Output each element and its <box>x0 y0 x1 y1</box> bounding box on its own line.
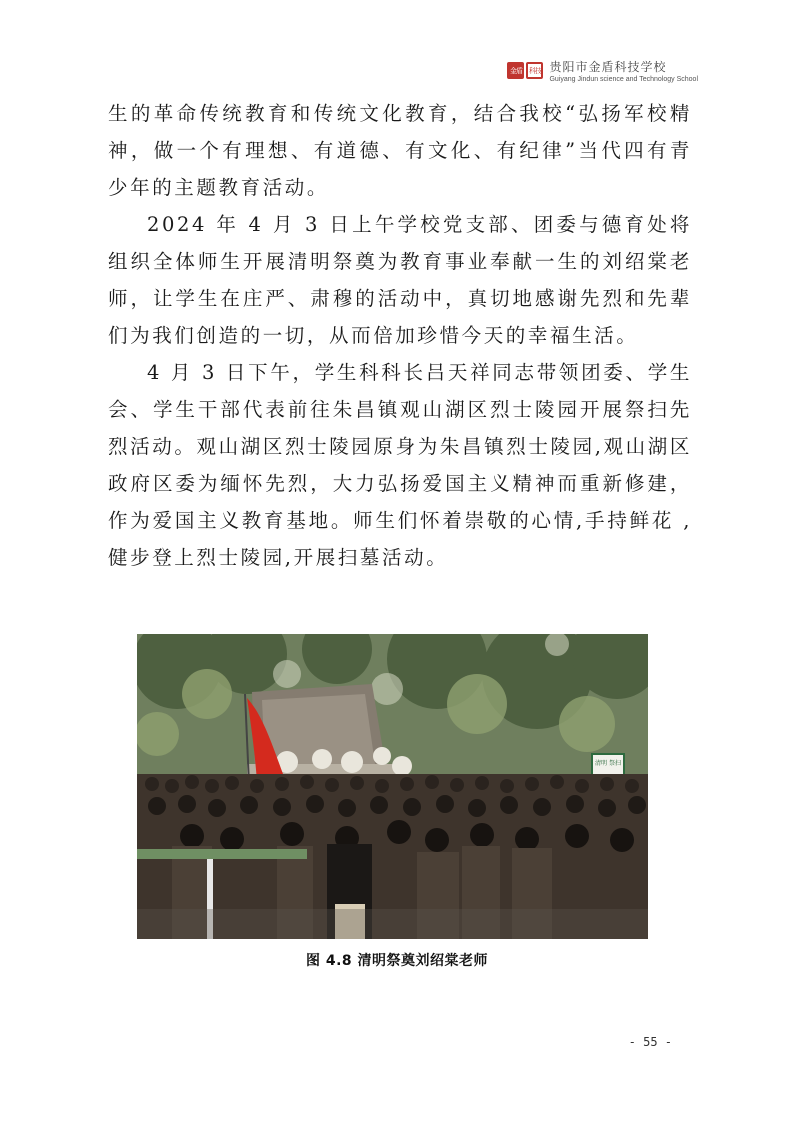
paragraph-3: 4 月 3 日下午，学生科科长吕天祥同志带领团委、学生会、学生干部代表前往朱昌镇观山湖区烈士陵园开展祭扫先烈活动。观山湖区烈士陵园原身为朱昌镇烈士陵园,观山湖区政府区委为缅怀先烈，大力弘扬爱国主义精神而重新修建，作为爱国主义教育基地。师生们怀着崇敬的心情,手持鲜花 ,健步登上烈士陵园,开展扫墓活动。 <box>108 361 692 569</box>
paragraph-2: 2024 年 4 月 3 日上午学校党支部、团委与德育处将组织全体师生开展清明祭奠为教育事业奉献一生的刘绍棠老师，让学生在庄严、肃穆的活动中，真切地感谢先烈和先辈们为我们创造的一切，从而倍加珍惜今天的幸福生活。 <box>108 213 692 347</box>
school-name-block <box>549 58 698 83</box>
ceremony-photo <box>137 634 648 939</box>
school-logo <box>507 62 543 79</box>
school-name-en: Guiyang Jindun science and Technology School <box>549 76 698 83</box>
logo-seal-right: 科技 <box>526 62 543 79</box>
page-header <box>507 58 698 83</box>
school-name-cn: 贵阳市金盾科技学校 <box>549 60 667 74</box>
paragraph-1: 生的革命传统教育和传统文化教育，结合我校“弘扬军校精神，做一个有理想、有道德、有文化、有纪律”当代四有青少年的主题教育活动。 <box>108 102 692 199</box>
figure-caption: 图 4.8 清明祭奠刘绍棠老师 <box>305 953 489 969</box>
page-number: - 55 - <box>628 1035 672 1049</box>
logo-seal-left: 金盾 <box>507 62 524 79</box>
body-text <box>108 95 692 576</box>
photo-sign-text: 清明 祭扫 <box>595 760 621 767</box>
